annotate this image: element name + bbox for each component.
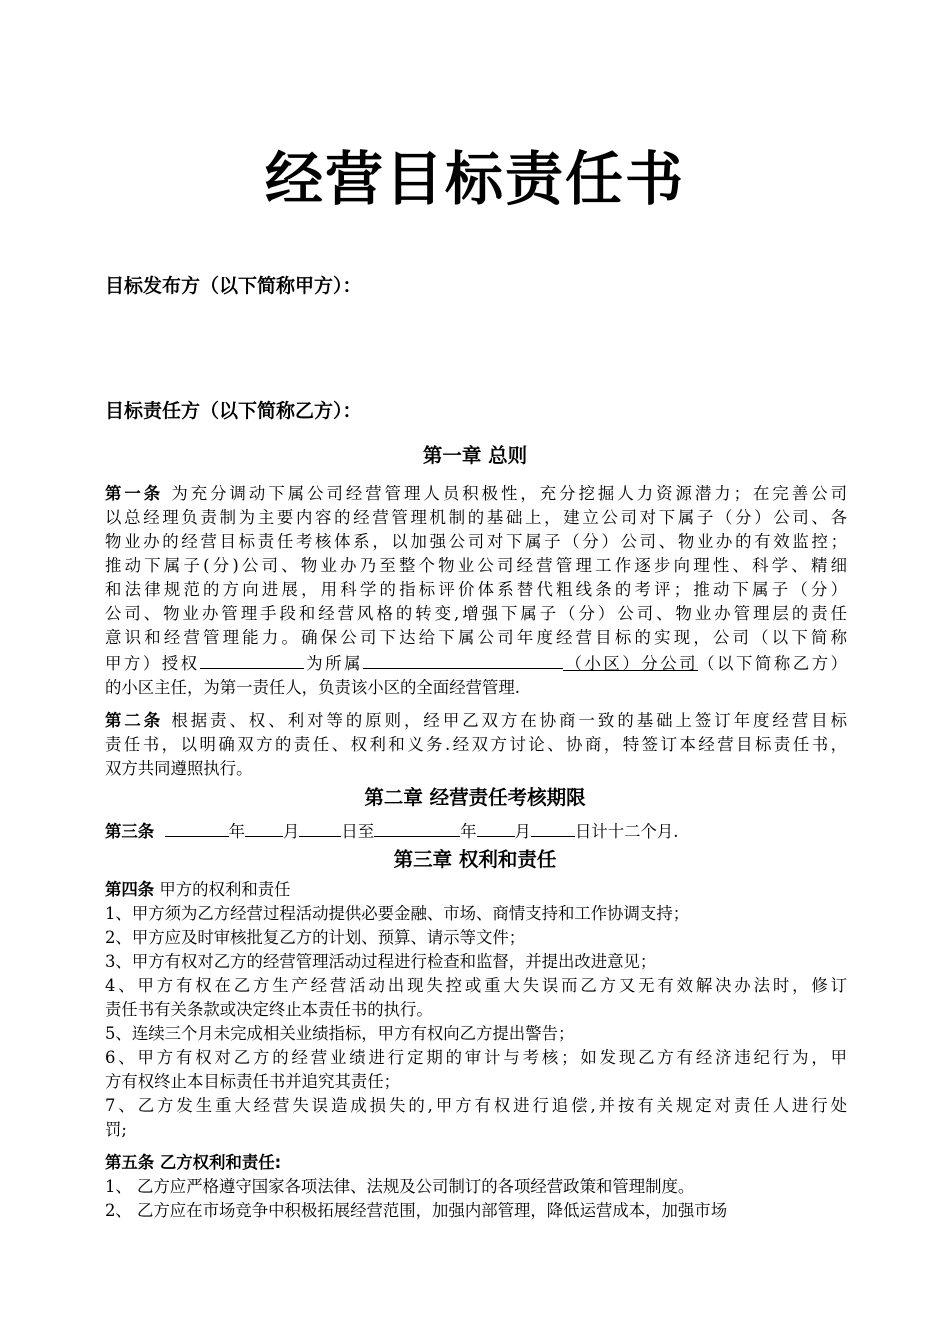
article-1-line: 和法律规范的方向进展，用科学的指标评价体系替代粗线条的考评；推动下属子（分） [105, 580, 847, 599]
article-4-label: 第四条 [105, 880, 155, 899]
article-4-item: 1、甲方须为乙方经营过程活动提供必要金融、市场、商情支持和工作协调支持； [105, 904, 690, 923]
article-2-label: 第二条 [105, 711, 164, 730]
article-3-line: 第三条 年 月 日至 年 月 日计十二个月. [105, 818, 847, 844]
article-4-item: 5、连续三个月未完成相关业绩指标，甲方有权向乙方提出警告； [105, 1024, 575, 1043]
article-2 [105, 709, 847, 781]
article-1-line: 公司、物业办管理手段和经营风格的转变,增强下属子（分）公司、物业办管理层的责任 [105, 604, 847, 623]
start-day-blank [299, 818, 341, 837]
branch-name-blank [363, 650, 563, 669]
article-4-item: 2、甲方应及时审核批复乙方的计划、预算、请示等文件； [105, 928, 526, 947]
article-4 [105, 878, 847, 1142]
start-month-blank [245, 818, 283, 837]
article-1-line: 第一条 为充分调动下属公司经营管理人员积极性，充分挖掘人力资源潜力；在完善公司 [105, 484, 847, 503]
article-4-item: 7、乙方发生重大经营失误造成损失的,甲方有权进行追偿,并按有关规定对责任人进行处 [105, 1096, 847, 1115]
article-4-item: 责任书有关条款或决定终止本责任书的执行。 [105, 1000, 433, 1019]
article-3 [105, 818, 847, 844]
article-2-line: 双方共同遵照执行。 [105, 759, 253, 778]
article-3-label: 第三条 [105, 822, 155, 841]
article-5-label: 第五条 [105, 1153, 155, 1172]
authorized-person-blank [200, 650, 304, 669]
document-title: 经营目标责任书 [264, 145, 685, 213]
end-month-blank [477, 818, 515, 837]
chapter-1-heading: 第一章 总则 [422, 444, 528, 467]
article-5-item: 2、 乙方应在市场竞争中积极拓展经营范围，加强内部管理，降低运营成本，加强市场 [105, 1201, 728, 1220]
article-4-heading-line: 第四条 甲方的权利和责任 [105, 880, 291, 899]
article-1-line: 物业办的经营目标责任考核体系，以加强公司对下属子（分）公司、物业办的有效监控； [105, 532, 847, 551]
article-4-item: 6、甲方有权对乙方的经营业绩进行定期的审计与考核；如发现乙方有经济违纪行为，甲 [105, 1048, 847, 1067]
article-4-item: 罚; [105, 1120, 127, 1139]
chapter-2-heading: 第二章 经营责任考核期限 [364, 786, 586, 809]
article-5-heading-line: 第五条 乙方权利和责任: [105, 1153, 282, 1172]
article-1-line: 推动下属子(分)公司、物业办乃至整个物业公司经营管理工作逐步向理性、科学、精细 [105, 556, 847, 575]
article-5 [105, 1151, 847, 1223]
article-4-item: 3、甲方有权对乙方的经营管理活动过程进行检查和监督，并提出改进意见； [105, 952, 657, 971]
article-1-line: 意识和经营管理能力。确保公司下达给下属公司年度经营目标的实现，公司（以下简称 [105, 628, 847, 647]
end-year-blank [374, 818, 460, 837]
party-a-label: 目标发布方（以下简称甲方）： [105, 275, 362, 297]
end-day-blank [531, 818, 575, 837]
article-1 [105, 482, 847, 700]
article-5-item: 1、 乙方应严格遵守国家各项法律、法规及公司制订的各项经营政策和管理制度。 [105, 1177, 695, 1196]
branch-suffix: （小区）分公司 [563, 654, 699, 673]
article-2-line: 第二条 根据责、权、利对等的原则，经甲乙双方在协商一致的基础上签订年度经营目标 [105, 711, 847, 730]
party-b-label: 目标责任方（以下简称乙方）： [105, 400, 362, 422]
chapter-3-heading: 第三章 权利和责任 [393, 848, 557, 871]
article-4-item: 4、甲方有权在乙方生产经营活动出现失控或重大失误而乙方又无有效解决办法时，修订 [105, 976, 847, 995]
article-1-line: 以总经理负责制为主要内容的经营管理机制的基础上，建立公司对下属子（分）公司、各 [105, 508, 847, 527]
article-4-item: 方有权终止本目标责任书并追究其责任； [105, 1072, 401, 1091]
article-1-line: 甲方）授权 为所属 （小区）分公司（以下简称乙方） [105, 650, 847, 676]
article-2-line: 责任书，以明确双方的责任、权利和义务.经双方讨论、协商，特签订本经营目标责任书， [105, 735, 847, 754]
article-1-label: 第一条 [105, 484, 164, 503]
start-year-blank [165, 818, 229, 837]
article-1-line: 的小区主任，为第一责任人，负责该小区的全面经营管理. [105, 678, 520, 697]
